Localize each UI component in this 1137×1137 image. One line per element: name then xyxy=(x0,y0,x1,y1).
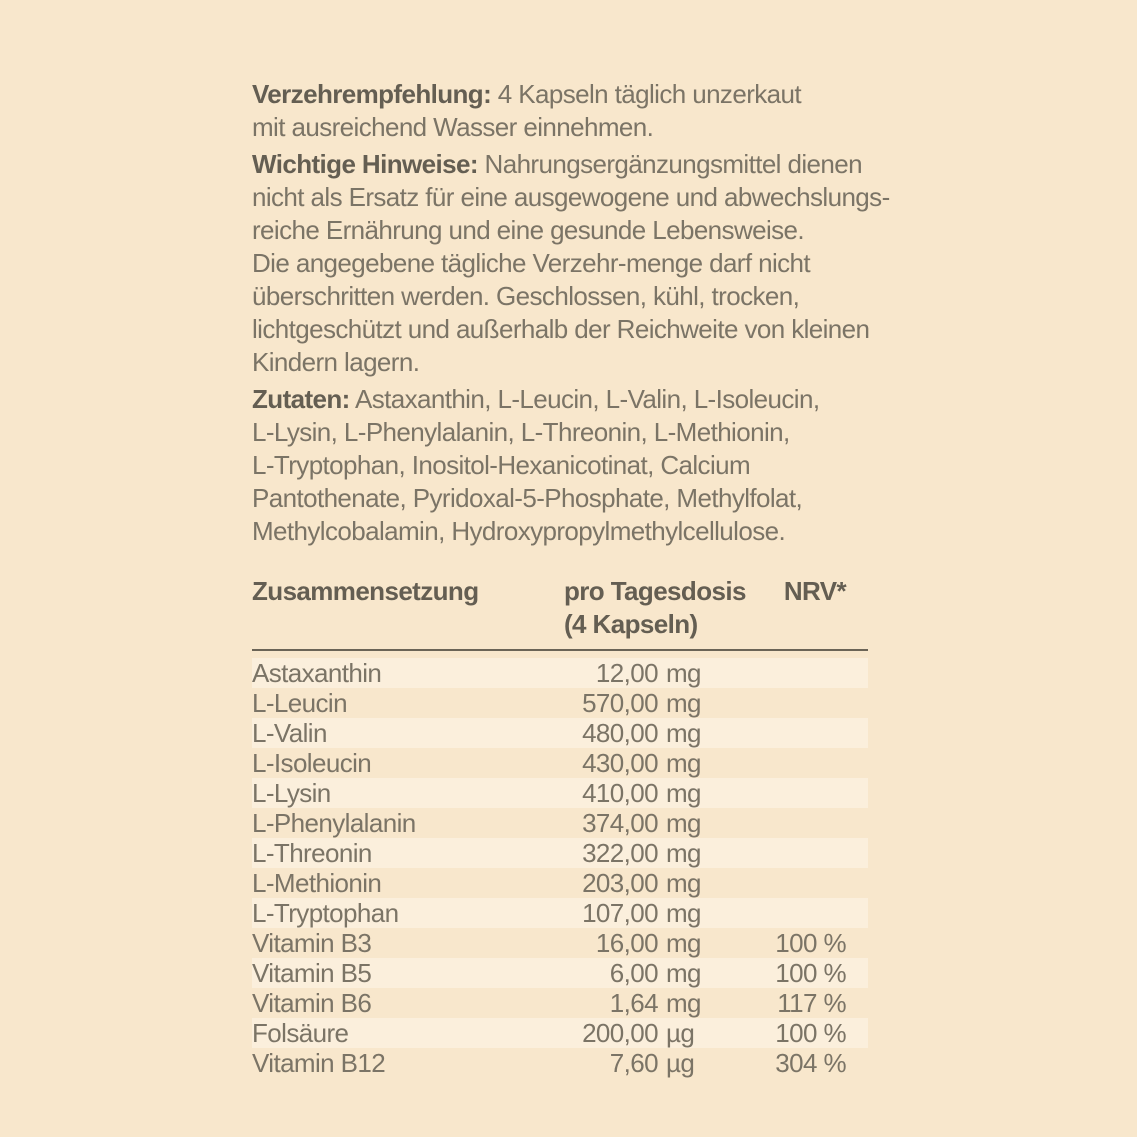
ingredient-name: L-Lysin xyxy=(252,777,331,808)
amount-value: 6,00 xyxy=(609,957,658,988)
amount-unit: mg xyxy=(666,657,701,688)
composition-table xyxy=(252,575,868,1078)
table-row xyxy=(252,988,868,1018)
amount-value: 430,00 xyxy=(582,747,658,778)
amount-unit: mg xyxy=(666,717,701,748)
paragraph-line: mit ausreichend Wasser einnehmen. xyxy=(252,112,654,142)
amount-unit: mg xyxy=(666,987,701,1018)
amount-unit: mg xyxy=(666,927,701,958)
ingredient-name: L-Methionin xyxy=(252,867,382,898)
ingredient-amount xyxy=(502,718,702,749)
paragraph-line xyxy=(252,148,912,181)
paragraph-line: überschritten werden. Geschlossen, kühl, trocken, xyxy=(252,281,800,311)
paragraph-line: lichtgeschützt und außerhalb der Reichweite von kleinen xyxy=(252,314,870,344)
paragraph-line: Die angegebene tägliche Verzehr-menge darf nicht xyxy=(252,248,811,278)
amount-value: 1,64 xyxy=(609,987,658,1018)
paragraph-zutaten xyxy=(252,383,912,548)
table-row xyxy=(252,688,868,718)
ingredient-nrv: 117 % xyxy=(777,987,846,1018)
ingredient-name: L-Isoleucin xyxy=(252,747,372,778)
table-row xyxy=(252,1018,868,1048)
amount-value: 480,00 xyxy=(582,717,658,748)
header-dose-line1: pro Tagesdosis xyxy=(564,576,746,606)
verzehrempfehlung-text: 4 Kapseln täglich unzerkaut xyxy=(497,79,801,109)
amount-unit: µg xyxy=(666,1017,695,1048)
zutaten-text: Astaxanthin, L-Leucin, L-Valin, L-Isoleucin, xyxy=(354,384,820,414)
header-nrv: NRV* xyxy=(783,576,846,606)
table-row xyxy=(252,928,868,958)
paragraph-verzehrempfehlung xyxy=(252,78,912,144)
ingredient-nrv: 100 % xyxy=(775,927,846,958)
ingredient-name: L-Valin xyxy=(252,717,327,748)
amount-unit: mg xyxy=(666,807,701,838)
ingredient-amount xyxy=(502,868,702,899)
ingredient-amount xyxy=(502,988,702,1019)
amount-unit: mg xyxy=(666,897,701,928)
ingredient-nrv: 100 % xyxy=(775,957,846,988)
ingredient-amount xyxy=(502,1018,702,1049)
ingredient-name: L-Phenylalanin xyxy=(252,807,416,838)
table-row xyxy=(252,868,868,898)
ingredient-name: Vitamin B12 xyxy=(252,1047,386,1078)
table-row xyxy=(252,808,868,838)
ingredient-amount xyxy=(502,778,702,809)
ingredient-nrv: 100 % xyxy=(775,1017,846,1048)
header-composition: Zusammensetzung xyxy=(252,576,479,606)
ingredient-name: L-Threonin xyxy=(252,837,372,868)
ingredient-amount xyxy=(502,898,702,929)
paragraph-line: L-Tryptophan, Inositol-Hexanicotinat, Calcium xyxy=(252,450,751,480)
table-row xyxy=(252,778,868,808)
amount-value: 107,00 xyxy=(582,897,658,928)
ingredient-amount xyxy=(502,958,702,989)
ingredient-name: Vitamin B6 xyxy=(252,987,372,1018)
paragraph-line: Methylcobalamin, Hydroxypropylmethylcellulose. xyxy=(252,516,786,546)
amount-value: 200,00 xyxy=(582,1017,658,1048)
table-row xyxy=(252,658,868,688)
amount-unit: mg xyxy=(666,957,701,988)
amount-value: 203,00 xyxy=(582,867,658,898)
paragraph-wichtige-hinweise xyxy=(252,148,912,379)
verzehrempfehlung-label: Verzehrempfehlung: xyxy=(252,79,492,109)
table-row xyxy=(252,958,868,988)
ingredient-amount xyxy=(502,748,702,779)
ingredient-name: Vitamin B3 xyxy=(252,927,372,958)
hinweise-label: Wichtige Hinweise: xyxy=(252,149,478,179)
header-dose-line2: (4 Kapseln) xyxy=(564,609,698,639)
table-row xyxy=(252,748,868,778)
paragraph-line: Kindern lagern. xyxy=(252,347,420,377)
amount-value: 12,00 xyxy=(595,657,658,688)
ingredient-amount xyxy=(502,688,702,719)
amount-value: 7,60 xyxy=(609,1047,658,1078)
ingredient-amount xyxy=(502,808,702,839)
table-row xyxy=(252,898,868,928)
amount-value: 410,00 xyxy=(582,777,658,808)
composition-table-header xyxy=(252,575,868,651)
paragraph-line xyxy=(252,383,912,416)
composition-table-body xyxy=(252,658,868,1078)
ingredient-amount xyxy=(502,838,702,869)
ingredient-amount xyxy=(502,1048,702,1079)
amount-value: 374,00 xyxy=(582,807,658,838)
zutaten-label: Zutaten: xyxy=(252,384,350,414)
amount-unit: mg xyxy=(666,777,701,808)
amount-value: 570,00 xyxy=(582,687,658,718)
ingredient-nrv: 304 % xyxy=(775,1047,846,1078)
ingredient-name: Astaxanthin xyxy=(252,657,382,688)
paragraph-line: reiche Ernährung und eine gesunde Lebensweise. xyxy=(252,215,805,245)
ingredient-name: Folsäure xyxy=(252,1017,349,1048)
table-row xyxy=(252,718,868,748)
amount-unit: µg xyxy=(666,1047,695,1078)
amount-unit: mg xyxy=(666,867,701,898)
supplement-label xyxy=(252,78,912,1078)
amount-unit: mg xyxy=(666,837,701,868)
amount-value: 16,00 xyxy=(595,927,658,958)
amount-value: 322,00 xyxy=(582,837,658,868)
ingredient-name: Vitamin B5 xyxy=(252,957,372,988)
table-row xyxy=(252,838,868,868)
paragraph-line: L-Lysin, L-Phenylalanin, L-Threonin, L-Methionin, xyxy=(252,417,790,447)
amount-unit: mg xyxy=(666,687,701,718)
ingredient-amount xyxy=(502,928,702,959)
ingredient-amount xyxy=(502,658,702,689)
ingredient-name: L-Leucin xyxy=(252,687,347,718)
table-row xyxy=(252,1048,868,1078)
hinweise-text: Nahrungsergänzungsmittel dienen xyxy=(484,149,862,179)
header-dose xyxy=(502,575,746,641)
paragraph-line xyxy=(252,78,912,111)
ingredient-name: L-Tryptophan xyxy=(252,897,399,928)
paragraph-line: nicht als Ersatz für eine ausgewogene und abwechslungs- xyxy=(252,182,890,212)
paragraph-line: Pantothenate, Pyridoxal-5-Phosphate, Methylfolat, xyxy=(252,483,803,513)
amount-unit: mg xyxy=(666,747,701,778)
